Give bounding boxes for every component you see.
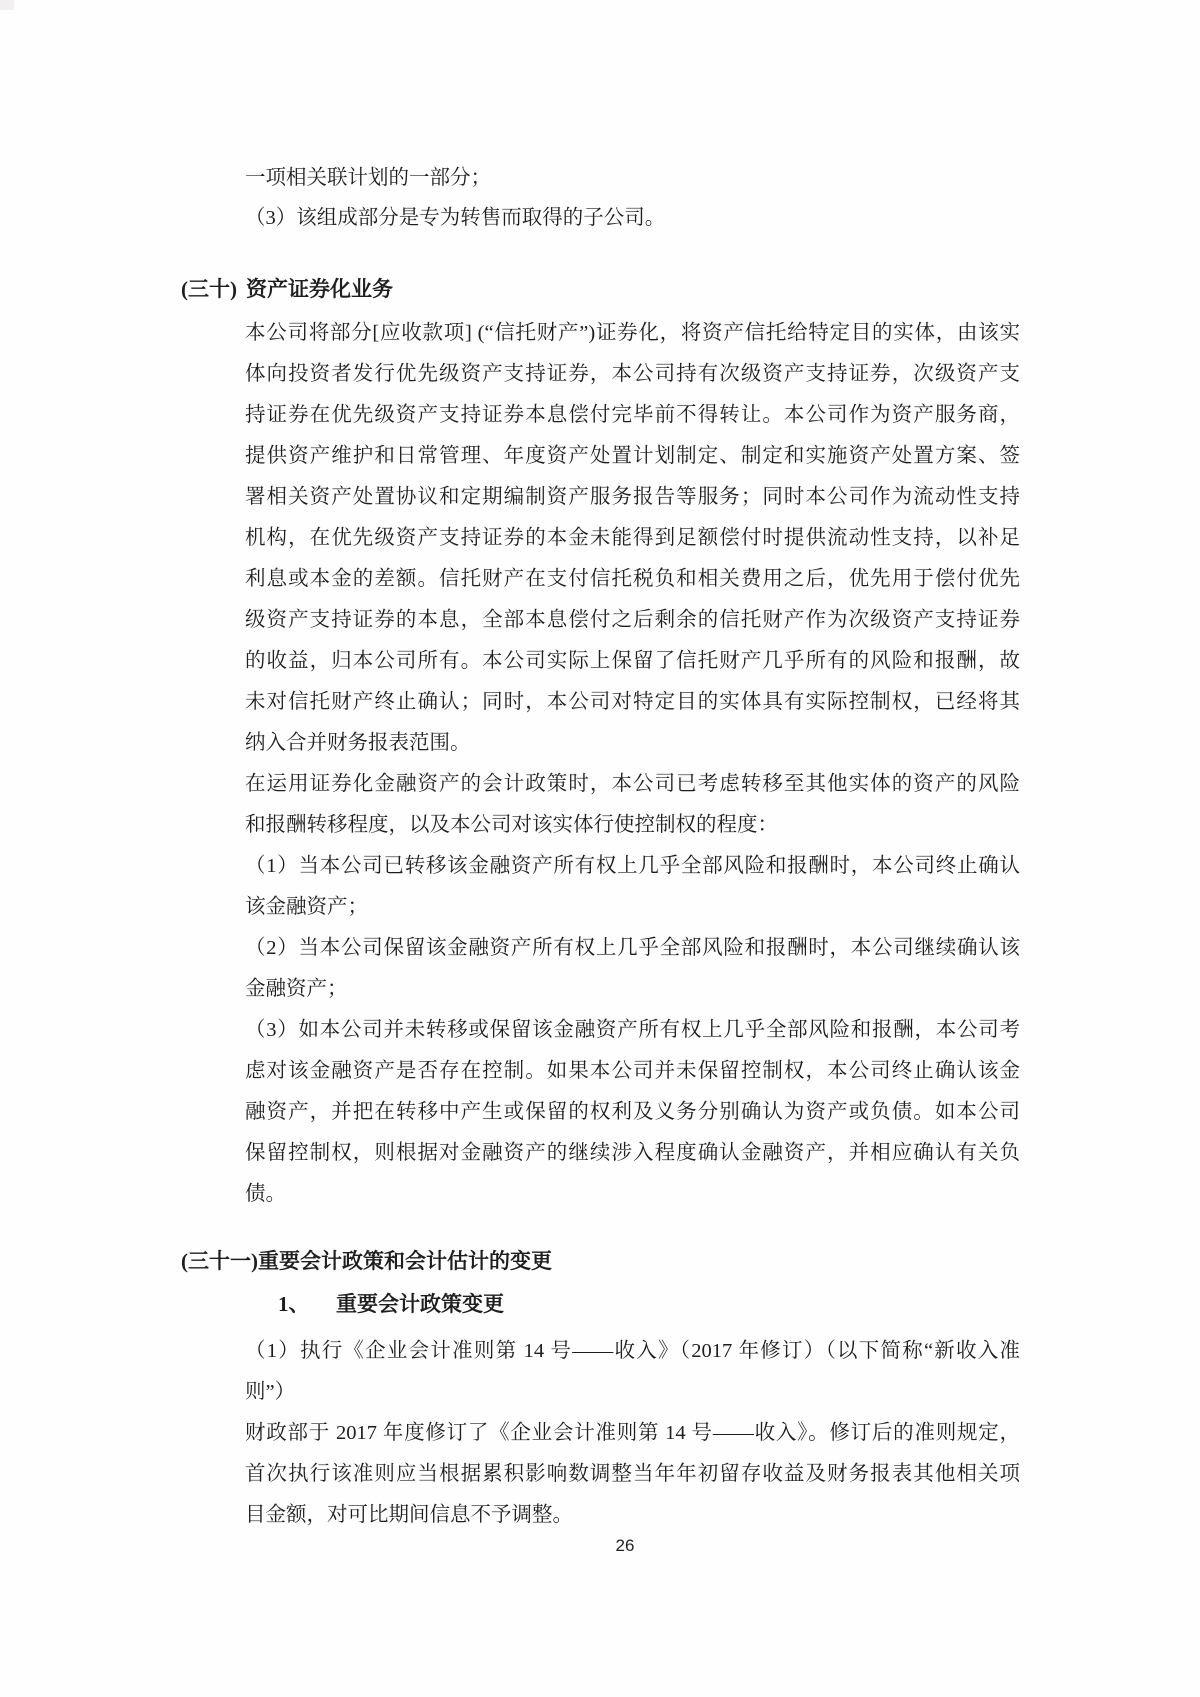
text-line: 债。 xyxy=(245,1183,286,1205)
text-line: 该金融资产； xyxy=(245,896,368,918)
paragraph xyxy=(245,1413,1020,1536)
text-line: 持证券在优先级资产支持证券本息偿付完毕前不得转让。本公司作为资产服务商， xyxy=(245,404,1020,426)
section-30-title: 资产证券化业务 xyxy=(246,277,393,301)
text-line: 利息或本金的差额。信托财产在支付信托税负和相关费用之后，优先用于偿付优先 xyxy=(245,568,1020,590)
text-line: 署相关资产处置协议和定期编制资产服务报告等服务；同时本公司作为流动性支持 xyxy=(245,486,1020,508)
scan-artifact xyxy=(0,0,14,10)
text-line: 体向投资者发行优先级资产支持证券，本公司持有次级资产支持证券，次级资产支 xyxy=(245,363,1020,385)
text-line: 一项相关联计划的一部分； xyxy=(245,167,491,189)
section-30-heading xyxy=(181,276,393,302)
section-31-body xyxy=(245,1331,1020,1536)
section-31-subheading xyxy=(278,1291,504,1317)
text-line: 保留控制权，则根据对金融资产的继续涉入程度确认金融资产，并相应确认有关负 xyxy=(245,1142,1020,1164)
paragraph xyxy=(245,928,1020,1010)
paragraph xyxy=(245,1010,1020,1215)
paragraph xyxy=(245,313,1020,764)
text-line: 本公司将部分[应收款项] (“信托财产”)证券化，将资产信托给特定目的实体，由该实 xyxy=(245,322,1020,344)
text-line: 提供资产维护和日常管理、年度资产处置计划制定、制定和实施资产处置方案、签 xyxy=(245,445,1020,467)
text-line: 未对信托财产终止确认；同时，本公司对特定目的实体具有实际控制权，已经将其 xyxy=(245,691,1020,713)
paragraph xyxy=(245,158,1020,198)
subheading-title: 重要会计政策变更 xyxy=(336,1292,504,1316)
text-line: （1）执行《企业会计准则第 14 号——收入》（2017 年修订）（以下简称“新收入准 xyxy=(245,1340,1020,1362)
text-line: 财政部于 2017 年度修订了《企业会计准则第 14 号——收入》。修订后的准则规定， xyxy=(245,1422,1020,1444)
text-line: （2）当本公司保留该金融资产所有权上几乎全部风险和报酬时，本公司继续确认该 xyxy=(245,937,1020,959)
paragraph xyxy=(245,198,1020,238)
text-line: 首次执行该准则应当根据累积影响数调整当年年初留存收益及财务报表其他相关项 xyxy=(245,1463,1020,1485)
paragraph xyxy=(245,1331,1020,1413)
page-number: 26 xyxy=(615,1536,635,1555)
text-line: 的收益，归本公司所有。本公司实际上保留了信托财产几乎所有的风险和报酬，故 xyxy=(245,650,1020,672)
paragraph xyxy=(245,846,1020,928)
paragraph xyxy=(245,764,1020,846)
text-line: 和报酬转移程度，以及本公司对该实体行使控制权的程度： xyxy=(245,814,778,836)
section-31-number: (三十一) xyxy=(181,1249,258,1273)
text-line: 则”） xyxy=(245,1381,296,1403)
section-31-title: 重要会计政策和会计估计的变更 xyxy=(258,1249,552,1273)
subheading-number: 1、 xyxy=(278,1292,310,1316)
intro-paragraphs xyxy=(245,158,1020,238)
text-line: 纳入合并财务报表范围。 xyxy=(245,732,471,754)
text-line: 机构，在优先级资产支持证券的本金未能得到足额偿付时提供流动性支持，以补足 xyxy=(245,527,1020,549)
section-31-heading xyxy=(181,1248,552,1274)
text-line: 级资产支持证券的本息，全部本息偿付之后剩余的信托财产作为次级资产支持证券 xyxy=(245,609,1020,631)
text-line: 融资产，并把在转移中产生或保留的权利及义务分别确认为资产或负债。如本公司 xyxy=(245,1101,1020,1123)
text-line: 在运用证券化金融资产的会计政策时，本公司已考虑转移至其他实体的资产的风险 xyxy=(245,773,1020,795)
text-line: 虑对该金融资产是否存在控制。如果本公司并未保留控制权，本公司终止确认该金 xyxy=(245,1060,1020,1082)
section-30-number: (三十) xyxy=(181,277,237,301)
text-line: （3）如本公司并未转移或保留该金融资产所有权上几乎全部风险和报酬，本公司考 xyxy=(245,1019,1020,1041)
text-line: 金融资产； xyxy=(245,978,348,1000)
section-30-body xyxy=(245,313,1020,1215)
text-line: （1）当本公司已转移该金融资产所有权上几乎全部风险和报酬时，本公司终止确认 xyxy=(245,855,1020,877)
text-line: 目金额，对可比期间信息不予调整。 xyxy=(245,1504,573,1526)
text-line: （3）该组成部分是专为转售而取得的子公司。 xyxy=(245,207,666,229)
